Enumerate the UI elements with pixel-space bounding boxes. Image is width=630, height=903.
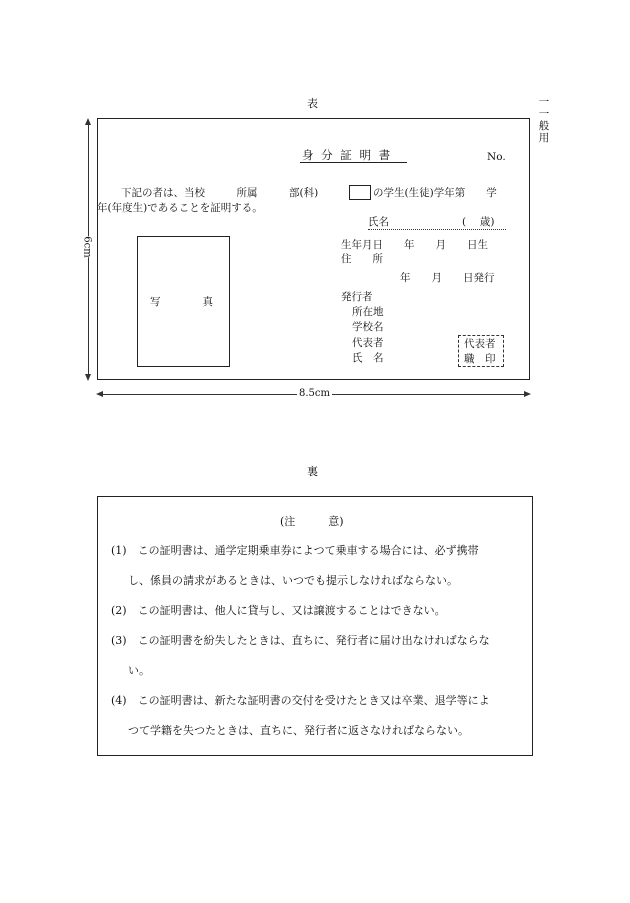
location-label: 所在地 xyxy=(352,306,384,318)
certificate-title: 身 分 証 明 書 xyxy=(302,148,393,162)
note-1-line-1: (1) この証明書は、通学定期乗車券によつて乗車する場合には、必ず携帯 xyxy=(111,544,479,557)
note-1-line-2: し、係員の請求があるときは、いつでも提示しなければならない。 xyxy=(128,574,458,587)
statement-line-1: 下記の者は、当校 所属 部(科) xyxy=(121,187,319,199)
height-arrow-bottom xyxy=(85,374,91,381)
school-name-label: 学校名 xyxy=(352,321,384,333)
statement-line-2: 年(年度生)であることを証明する。 xyxy=(97,202,263,214)
issue-date-label: 年 月 日発行 xyxy=(400,272,495,284)
notes-title: (注 意) xyxy=(280,515,344,528)
front-heading: 表 xyxy=(307,97,318,110)
note-4-line-2: つて学籍を失つたときは、直ちに、発行者に返さなければならない。 xyxy=(128,724,469,737)
name-label: 氏名 xyxy=(368,216,389,228)
height-label: 6cm xyxy=(81,236,93,258)
note-3-line-1: (3) この証明書を紛失したときは、直ちに、発行者に届け出なければならな xyxy=(111,634,490,647)
note-3-line-2: い。 xyxy=(128,664,150,677)
note-2-line-1: (2) この証明書は、他人に貸与し、又は譲渡することはできない。 xyxy=(111,604,446,617)
representative-name-label: 氏 名 xyxy=(352,352,384,364)
width-label: 8.5cm xyxy=(299,388,330,399)
back-card xyxy=(97,496,533,756)
title-underline xyxy=(300,162,407,163)
note-4-line-1: (4) この証明書は、新たな証明書の交付を受けたとき又は卒業、退学等によ xyxy=(111,694,490,707)
photo-label: 写 真 xyxy=(150,296,213,308)
department-box xyxy=(349,185,371,200)
age-label: ( 歳) xyxy=(462,216,495,228)
width-arrow-left xyxy=(96,391,103,397)
representative-label: 代表者 xyxy=(352,337,384,349)
back-heading: 裏 xyxy=(307,465,318,478)
issuer-label: 発行者 xyxy=(341,291,373,303)
birth-date-label: 生年月日 年 月 日生 xyxy=(341,239,488,251)
width-arrow-right xyxy=(524,391,531,397)
side-label: 一一般用 xyxy=(538,96,550,145)
number-label: No. xyxy=(487,151,506,163)
height-arrow-top xyxy=(85,118,91,125)
statement-line-1-cont: の学生(生徒)学年第 学 xyxy=(373,187,497,199)
name-dotted-line xyxy=(368,229,506,230)
seal-line-2: 職 印 xyxy=(464,353,496,365)
address-label: 住 所 xyxy=(341,253,383,265)
seal-line-1: 代表者 xyxy=(464,338,496,350)
